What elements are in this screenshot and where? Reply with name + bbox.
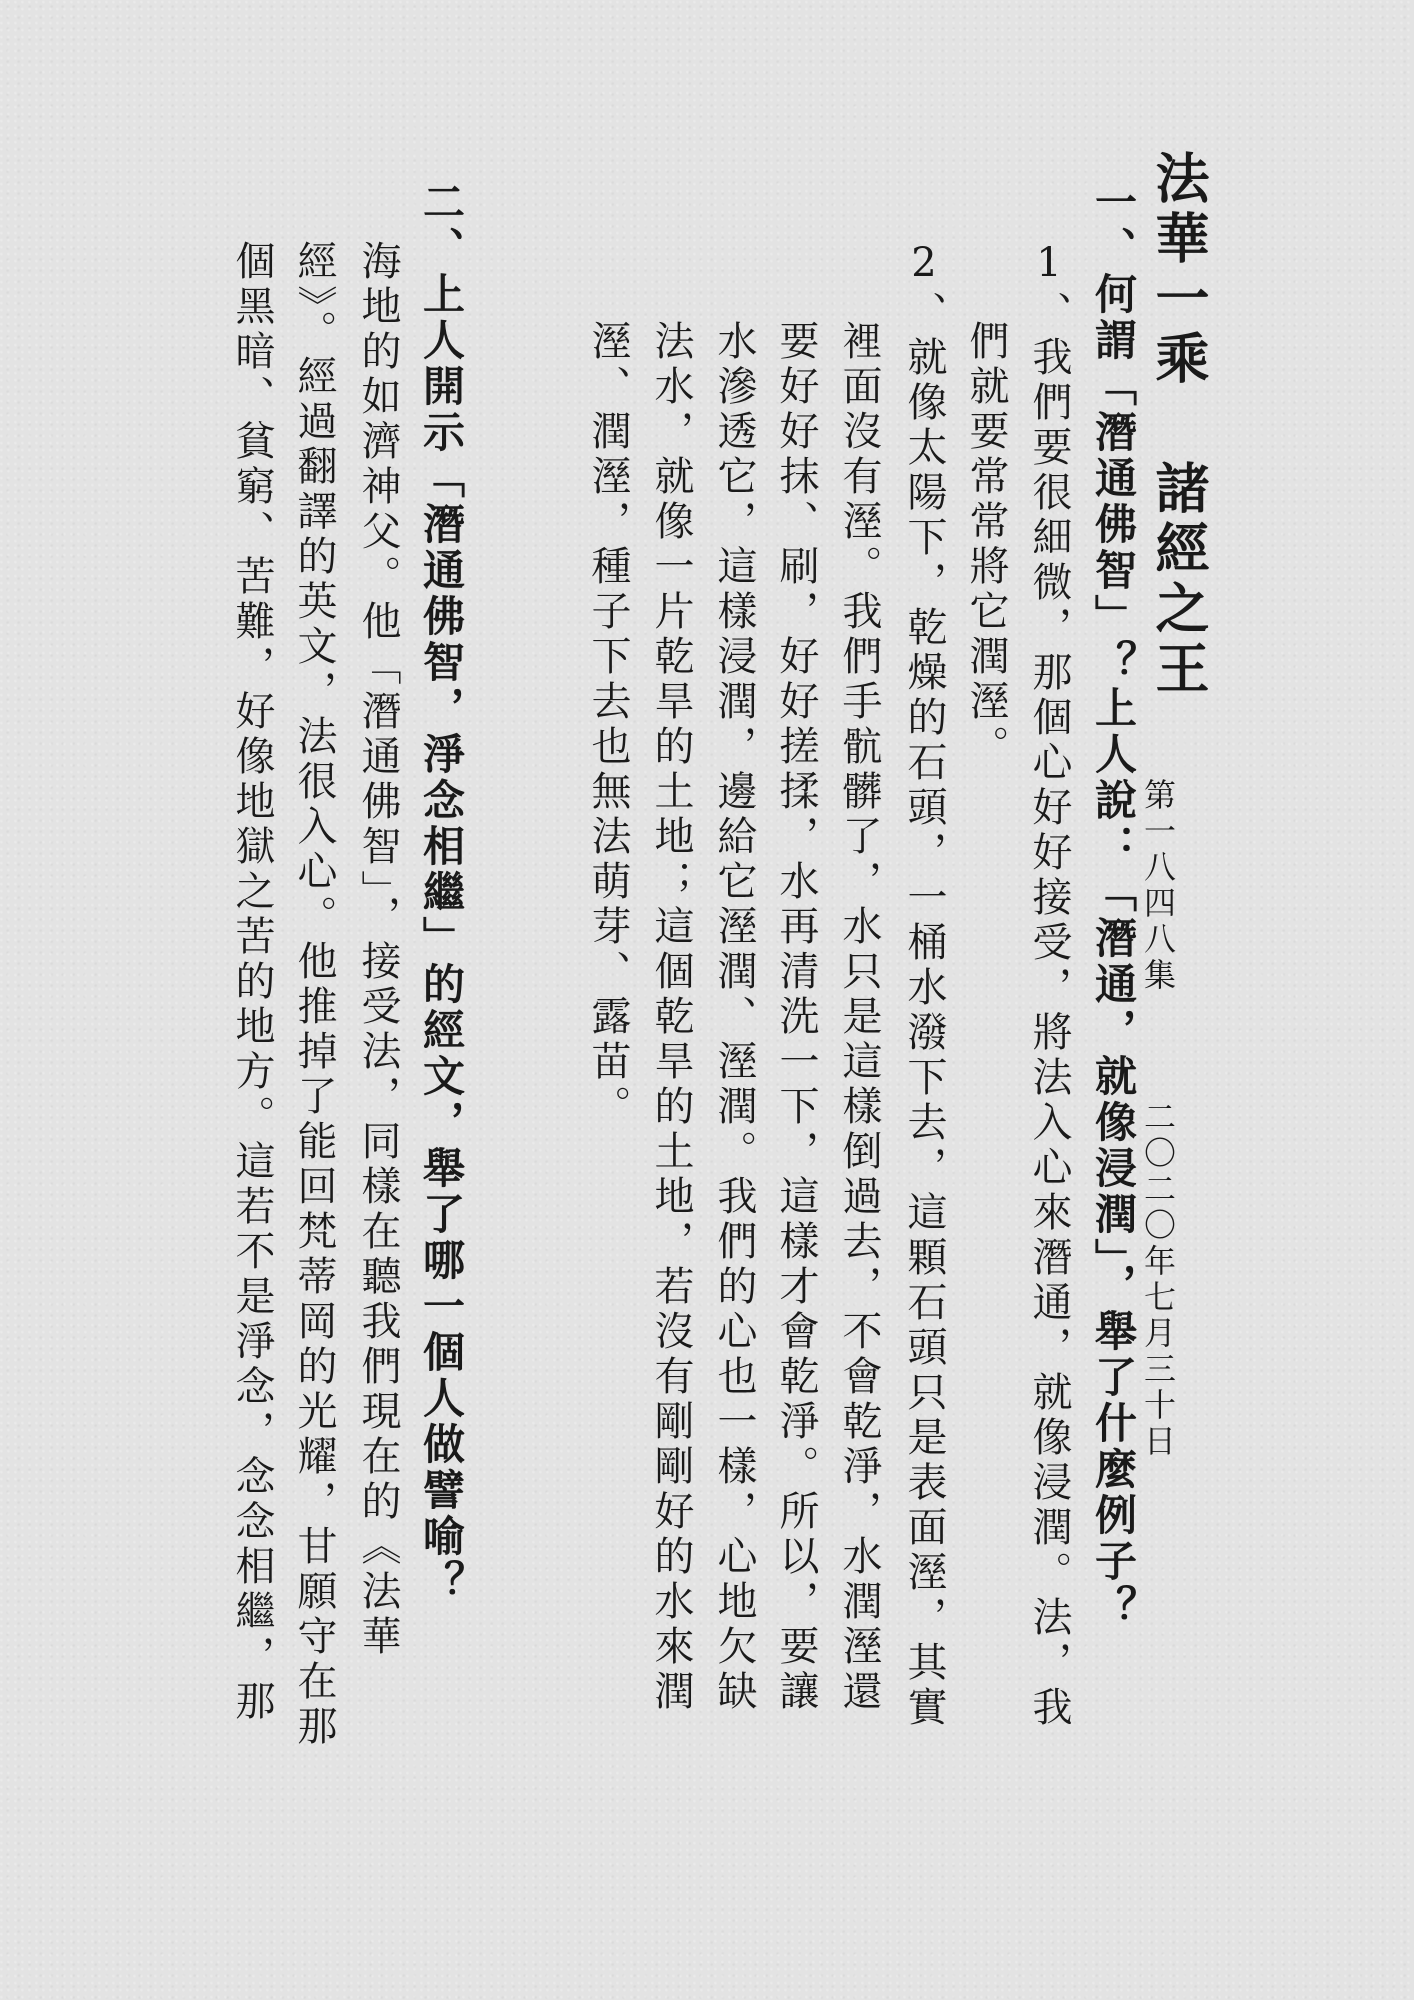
answer-2-line: 溼、潤溼，種子下去也無法萌芽、露苗。 (585, 320, 631, 1130)
answer-2-line: 法水，就像一片乾旱的土地；這個乾旱的土地，若沒有剛剛好的水來潤 (648, 320, 694, 1715)
question-2-heading: 二、上人開示「潛通佛智，淨念相繼」的經文，舉了哪一個人做譬喻？ (417, 180, 466, 1606)
answer-2-line: 要好好抹、刷，好好搓揉，水再清洗一下，這樣才會乾淨。所以，要讓 (773, 320, 819, 1715)
answer-1-line: 們就要常常將它潤溼。 (963, 320, 1009, 770)
answer-3-line: 海地的如濟神父。他「潛通佛智」，接受法，同樣在聽我們現在的《法華 (355, 240, 401, 1660)
broadcast-date: 二〇二〇年七月三十日 (1139, 1100, 1177, 1460)
episode-number: 第一八四八集 (1139, 778, 1177, 994)
answer-3-line: 個黑暗、貧窮、苦難，好像地獄之苦的地方。這若不是淨念，念念相繼，那 (229, 240, 275, 1725)
document-title: 法華一乘 諸經之王 (1147, 150, 1211, 700)
answer-2-line: 2、就像太陽下，乾燥的石頭，一桶水潑下去，這顆石頭只是表面溼，其實 (901, 240, 947, 1731)
answer-3-line: 經》。經過翻譯的英文，法很入心。他推掉了能回梵蒂岡的光耀，甘願守在那 (291, 240, 337, 1750)
question-1-heading: 一、何謂「潛通佛智」？上人說：「潛通，就像浸潤」，舉了什麼例子？ (1089, 180, 1138, 1631)
answer-1-line: 1、我們要很細微，那個心好好接受，將法入心來潛通，就像浸潤。法，我 (1026, 240, 1072, 1731)
answer-2-line: 裡面沒有溼。我們手骯髒了，水只是這樣倒過去，不會乾淨，水潤溼還 (836, 320, 882, 1715)
answer-2-line: 水滲透它，這樣浸潤，邊給它溼潤、溼潤。我們的心也一樣，心地欠缺 (711, 320, 757, 1715)
